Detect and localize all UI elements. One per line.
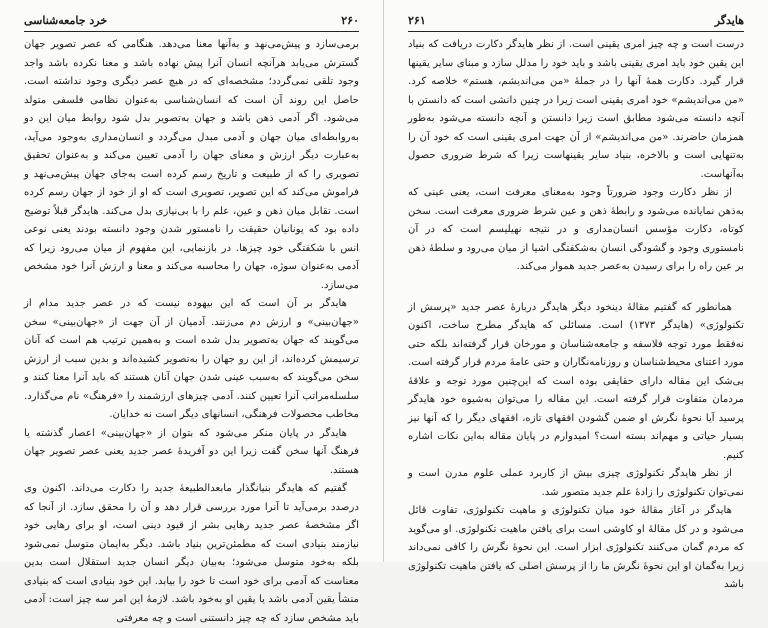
left-page-body xyxy=(24,36,359,624)
right-page-body xyxy=(408,36,744,590)
paragraph: از نظر دکارت وجود ضرورتاً وجود به‌معنای معرفت است، یعنی عینی که به‌ذهن نمایانده می‌شود و رابطهٔ ذهن و عین شرط ضروری معرفت است. سخن کوتاه، دکارت مؤسس انسان‌مداری و در نتیجه نهیلیسم است که در آن نامستوری وجود و گشودگی انسان به‌شکفتگی اشیا از میان می‌رود و سلطهٔ ذهن بر عین راه را برای رسیدن به‌عصر جدید هموار می‌کند. xyxy=(408,187,744,272)
running-head: خرد جامعه‌شناسی xyxy=(24,13,108,27)
paragraph: از نظر هایدگر تکنولوژی چیزی بیش از کاربرد عملی علوم مدرن است و نمی‌توان تکنولوژی را زادهٔ علم جدید متصور شد. xyxy=(408,468,744,498)
paragraph: درست است و چه چیز امری یقینی است. از نظر هایدگر دکارت دریافت که بنیاد این یقین خود باید امری یقینی باشد و باید خود را مدلل سازد و مبنای سایر یقینها قرار گیرد. دکارت همهٔ آنها را در جملهٔ «من می‌اندیشم، هستم» خلاصه کرد. «من می‌اندیشم» خود امری یقینی است زیرا در چنین دانشی است که دانستن با آنچه دانسته می‌شود مطابق است زیرا دانستن و آنچه دانسته می‌شود به‌طور همزمان حاضرند. «من می‌اندیشم» از آن جهت امری یقینی است که خود آن را به‌تنهایی است و بالاخره، بنیاد سایر یقینهاست زیرا که شرط ضروری حصول به‌آنهاست. xyxy=(408,39,744,180)
paragraph: هایدگر در آغاز مقالهٔ خود میان تکنولوژی و ماهیت تکنولوژی، تفاوت قائل می‌شود و در کل مقالهٔ او کاوشی است برای یافتن ماهیت تکنولوژی. او می‌گوید که مردم گمان می‌کنند تکنولوژی ابزار است. این نحوهٔ نگرش را کافی نمی‌داند زیرا به‌گمان او این نحوهٔ نگرش ما را از پرسش اصلی که یافتن ماهیت تکنولوژی باشد xyxy=(408,505,744,590)
right-page xyxy=(384,0,768,590)
page-number: ۲۶۰ xyxy=(341,13,359,27)
left-page-header xyxy=(24,12,359,28)
paragraph: همانطور که گفتیم مقالهٔ دینخود دیگر هایدگر دربارهٔ عصر جدید «پرسش از تکنولوژی» (هایدگر ۱۳۷۳) است. مسائلی که هایدگر مطرح ساخت، اکنون نه‌فقط مورد توجه فلاسفه و جامعه‌شناسان و مورخان قرار گرفته‌اند بلکه حتی مورد اعتنای محیط‌شناسان و روزنامه‌نگاران و حتی عامهٔ مردم قرار گرفته است. بی‌شک این مقاله دارای حقایقی بوده است که این‌چنین مورد توجه و علاقهٔ مردمان متفاوت قرار گرفته است. این مقاله را می‌توان به‌شیوه خود هایدگر پرسید آیا نحوهٔ نگرش او ضمن گشودن افقهای تازه، افقهای دیگر را که آنها نیز بسیار حیاتی و مهم‌اند بسته است؟ امیدوارم در پایان مقاله به‌این نکات اشاره کنیم. xyxy=(408,301,744,461)
header-rule xyxy=(24,31,359,32)
left-page xyxy=(0,0,384,624)
paragraph: هایدگر در پایان منکر می‌شود که بتوان از «جهان‌بینی» اعصار گذشته یا فرهنگ آنها سخن گفت زیرا این دو آفریدهٔ عصر جدید یعنی عصر تصویر جهان هستند. xyxy=(24,427,359,476)
section-gap xyxy=(408,277,744,299)
paragraph: هایدگر بر آن است که این بیهوده نیست که در عصر جدید مدام از «جهان‌بینی» و ارزش دم می‌زنند. آدمیان از آن جهت از «جهان‌بینی» سخن می‌گویند که جهان به‌تصویر بدل شده است و به‌همین ترتیب هم است که آنان ترسیمش کرده‌اند، از این رو جهان را به‌تصویر کشیده‌اند و بدین سبب از ارزش سخن می‌گویند که به‌سبب عینی شدن جهان آنان هستند که باید آنرا معنا کنند و سلسله‌مراتب آنرا تعیین کنند. آدمی چیزهای ارزشمند را «فرهنگ» نام می‌گذارد. مخاطب محصولات فرهنگی، انسانهای دیگر است نه خدایان. xyxy=(24,298,359,420)
page-number: ۲۶۱ xyxy=(408,13,426,27)
right-page-header xyxy=(408,12,744,28)
running-head: هایدگر xyxy=(714,13,744,27)
paragraph: گفتیم که هایدگر بنیانگذار ما‌بعدالطبیعهٔ جدید را دکارت می‌داند. اکنون وی درصدد برمی‌آید تا آنرا مورد بررسی قرار دهد و آن را محقق سازد. از آنجا که اگر مشخصهٔ عصر جدید رهایی بشر از قیود دینی است، او برای رهایی خود نیازمند بنیادی است که مطمئن‌ترین بنیاد باشد. دیگر به‌ایمان متوسل نمی‌شود بلکه به‌خود متوسل می‌شود؛ به‌بیان دیگر انسان جدید استقلال است بدین معناست که آدمی برای خود است تا خود را بیابد. این خود بنیادی است که بنیادی منشأ یقین آدمی باشد یا یقین او به‌خود باشد. لازمهٔ این امر سه چیز است: آدمی باید مشخص سازد که چه چیز دانستنی است و چه معرفتی xyxy=(24,483,359,624)
header-rule xyxy=(408,31,744,32)
paragraph: برمی‌سازد و پیش‌می‌نهد و به‌آنها معنا می‌دهد. هنگامی که عصر تصویر جهان گسترش می‌یابد هرآنچه انسان آنرا پیش نهاده باشد و معنا نکرده باشد واجد وجود تلقی نمی‌گردد؛ مشخصه‌ای که در هیچ عصر دیگری وجود نداشته است. حاصل این روند آن است که انسان‌شناسی به‌عنوان نظامی فلسفی متولد می‌شود. اگر آدمی ذهن باشد و جهان به‌تصویر بدل شود روابط میان این دو به‌روابطه‌ای میان جهان و آدمی مبدل می‌گردد و انسان‌مداری به‌وجود می‌آید، به‌عبارت دیگر ارزش و معنای جهان را آدمی تعیین می‌کند و به‌عنوان تحقیق تصویری را که از طبیعت و تاریخ رسم کرده است به‌جای جهان پیش‌می‌نهد و فراموش می‌کند که این تصویر، تصویری است که او از خود از جهان رسم کرده است. تقابل میان ذهن و عین، علم را با بی‌نیازی بدل می‌کند. هایدگر قبلاً توضیح داده بود که یونانیان حقیقت را نامستور شدن وجود دانسته بودند یعنی نوعی انس با شکفتگی خود چیزها. در بازنمایی، این مفهوم از میان می‌رود زیرا که آدمی به‌عنوان سوژه، جهان را محاسبه می‌کند و معنا و ارزش آنرا خود مشخص می‌سازد. xyxy=(24,39,359,291)
